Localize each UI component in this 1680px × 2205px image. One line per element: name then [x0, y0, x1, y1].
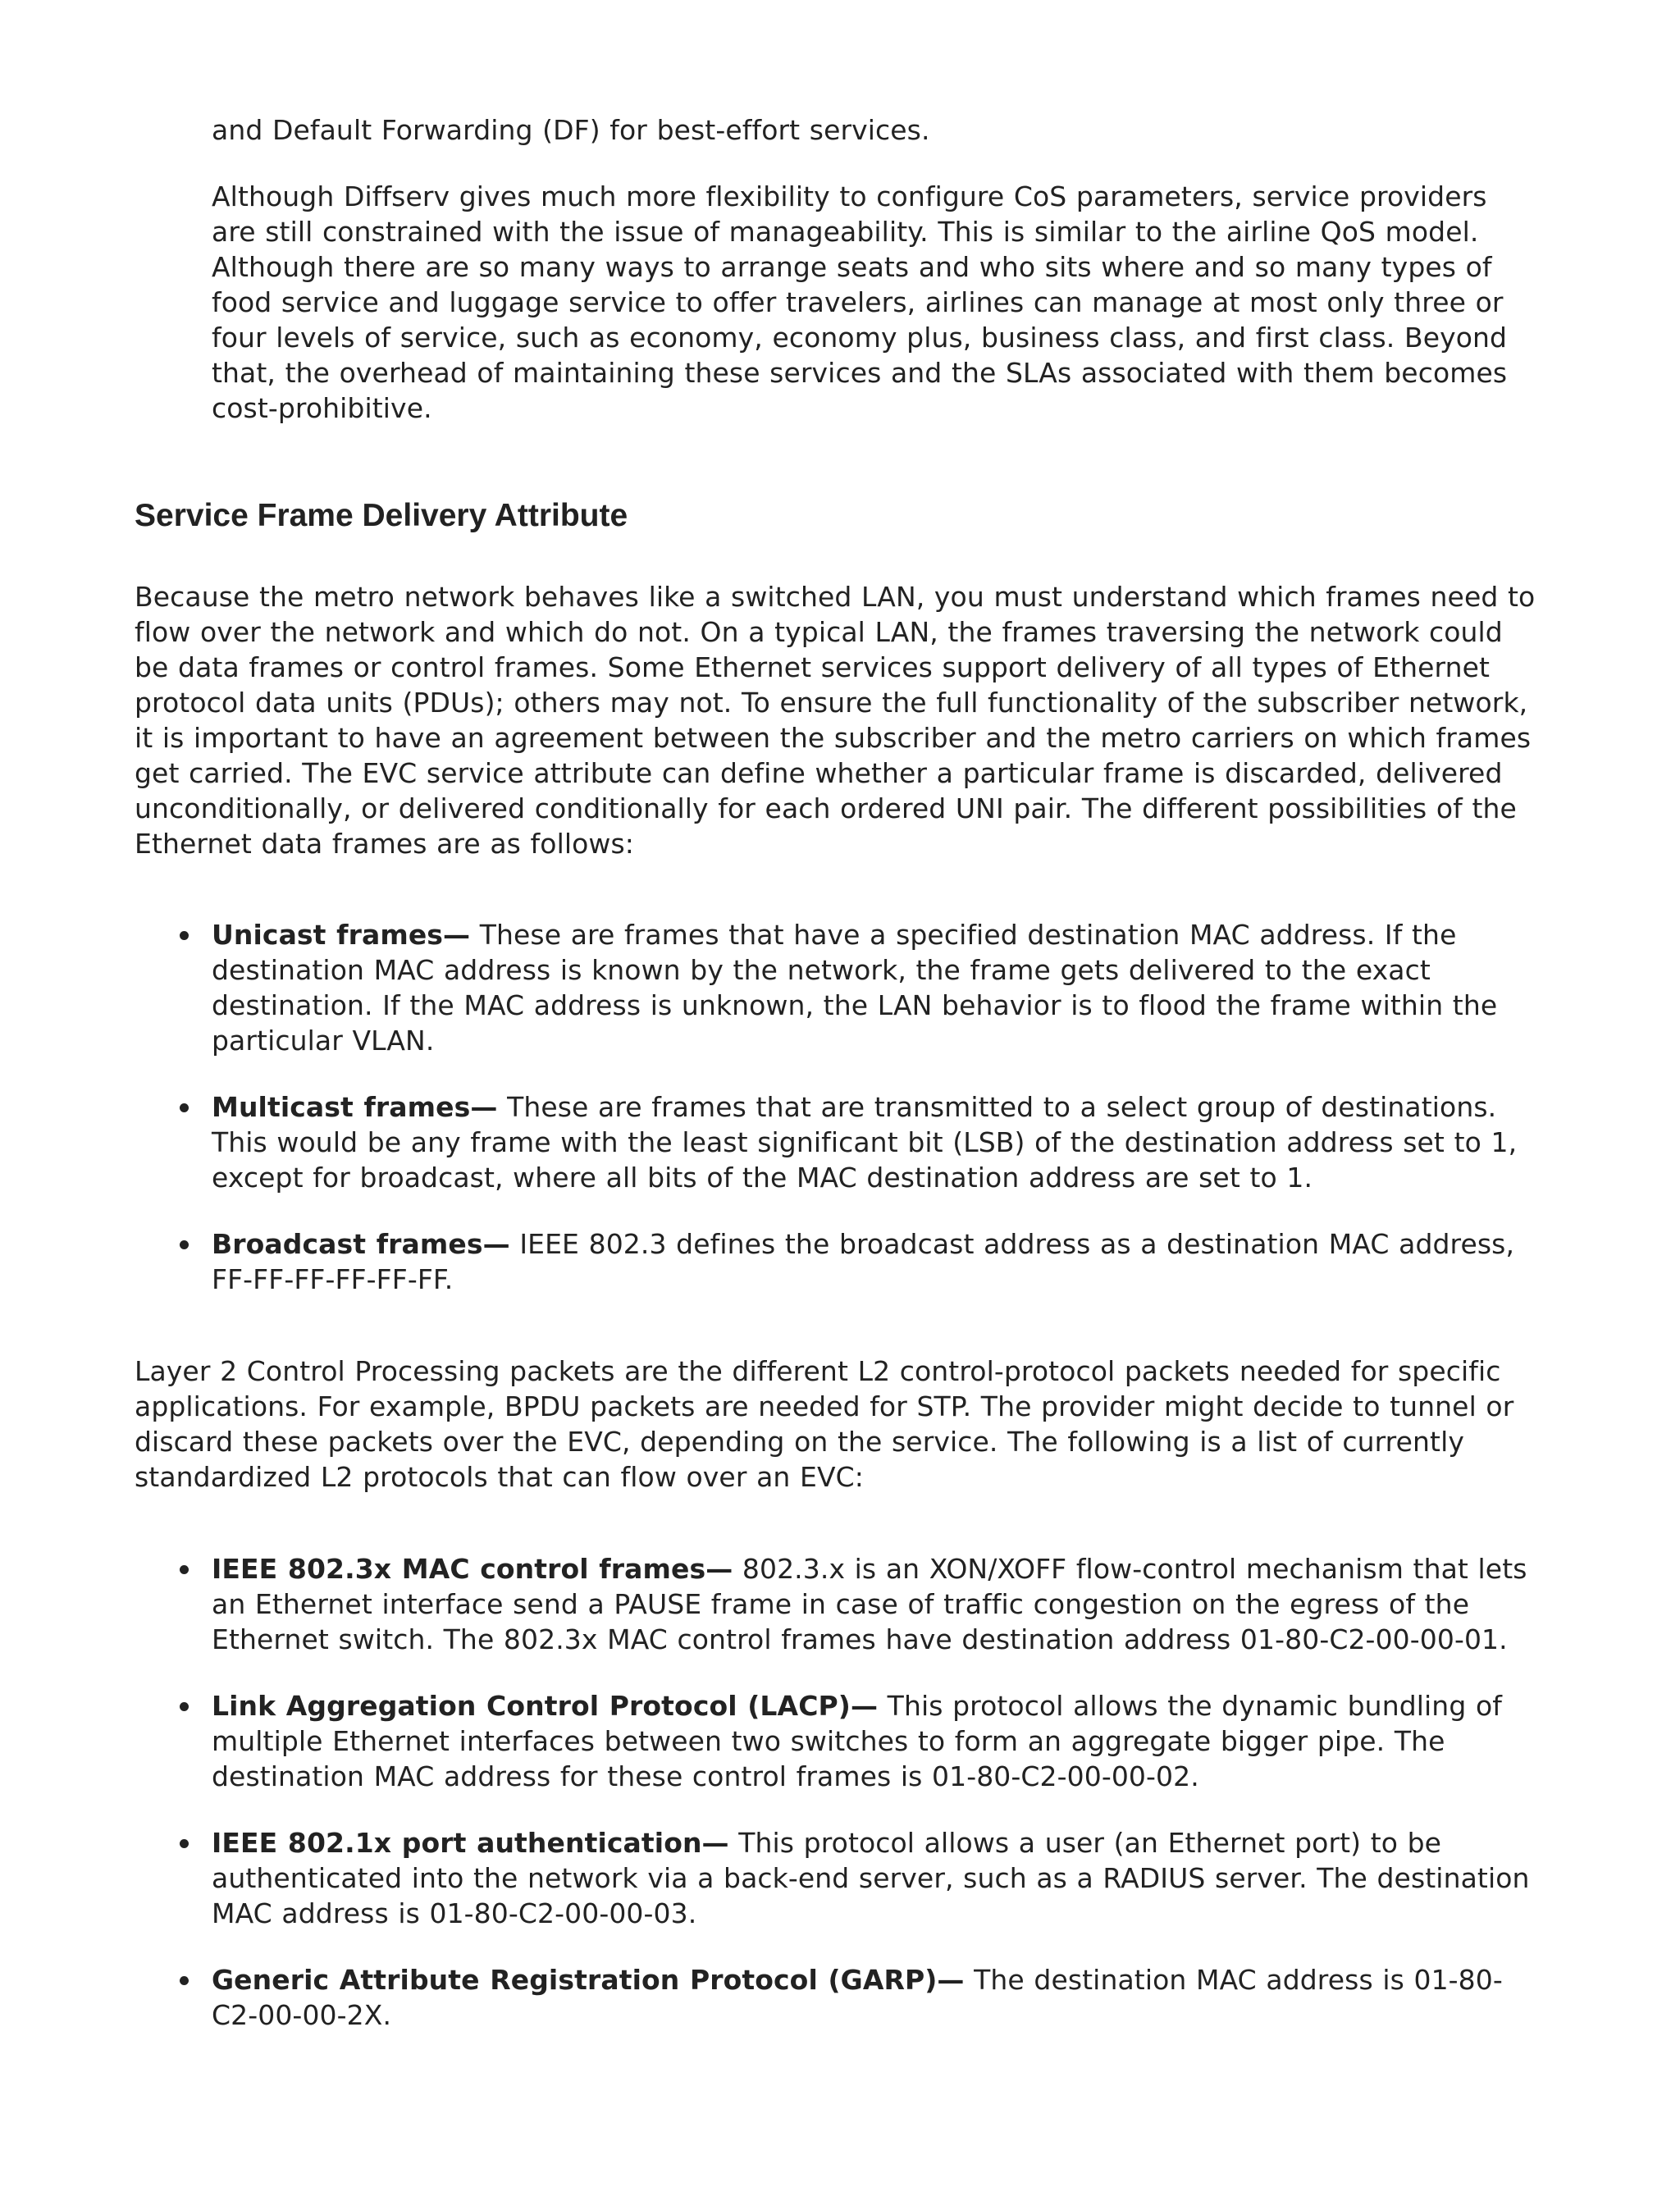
list-item — [212, 1962, 1545, 2033]
list-item-text: This protocol allows the dynamic bundling of multiple Ethernet interfaces between two switches to form an aggregate bigger pipe. The destination MAC address for these control frames is 01-80-C2-00-00-02. — [212, 1690, 1502, 1792]
list-item-text: The destination MAC address is 01-80-C2-00-00-2X. — [212, 1964, 1503, 2031]
intro-continuation-line: and Default Forwarding (DF) for best-effort services. — [212, 114, 930, 146]
list-item — [212, 1551, 1545, 1657]
list-item-term: Link Aggregation Control Protocol (LACP)— — [212, 1690, 879, 1722]
bullet-icon — [180, 1839, 189, 1848]
bullet-icon — [180, 1103, 189, 1112]
list-item-text: This protocol allows a user (an Ethernet port) to be authenticated into the network via a back-end server, such as a RADIUS server. The destination MAC address is 01-80-C2-00-00-03. — [212, 1827, 1530, 1929]
list-item — [212, 917, 1545, 1058]
section-paragraph-1: Because the metro network behaves like a switched LAN, you must understand which frames need to flow over the network and which do not. On a typical LAN, the frames traversing the network could be data frames or control frames. Some Ethernet services support delivery of all types of Ethernet protocol data units (PDUs); others may not. To ensure the full functionality of the subscriber network, it is important to have an agreement between the subscriber and the metro carriers on which frames get carried. The EVC service attribute can define whether a particular frame is discarded, delivered unconditionally, or delivered conditionally for each ordered UNI pair. The different possibilities of the Ethernet data frames are as follows: — [135, 581, 1536, 860]
list-item — [212, 1089, 1545, 1195]
list-item-text: IEEE 802.3 defines the broadcast address as a destination MAC address, FF-FF-FF-FF-FF-FF. — [212, 1228, 1515, 1295]
list-item-term: Multicast frames— — [212, 1091, 498, 1123]
list-item-text: 802.3.x is an XON/XOFF flow-control mechanism that lets an Ethernet interface send a PAUSE frame in case of traffic congestion on the egress of the Ethernet switch. The 802.3x MAC control frames have destination address 01-80-C2-00-00-01. — [212, 1553, 1527, 1655]
list-item-term: Broadcast frames— — [212, 1228, 510, 1260]
list-item-text: These are frames that have a specified destination MAC address. If the destination MAC address is known by the network, the frame gets delivered to the exact destination. If the MAC address is unknown, the LAN behavior is to flood the frame within the particular VLAN. — [212, 919, 1498, 1057]
protocols-list — [212, 1551, 1545, 2033]
list-item — [212, 1825, 1545, 1931]
list-item-term: IEEE 802.1x port authentication— — [212, 1827, 729, 1859]
section-heading: Service Frame Delivery Attribute — [135, 498, 628, 533]
bullet-icon — [180, 1240, 189, 1249]
list-item — [212, 1226, 1545, 1297]
bullet-icon — [180, 1702, 189, 1711]
bullet-icon — [180, 931, 189, 940]
list-item-text: These are frames that are transmitted to a select group of destinations. This would be any frame with the least significant bit (LSB) of the destination address set to 1, except for broadcast, where all bits of the MAC destination address are set to 1. — [212, 1091, 1518, 1194]
section-paragraph-2: Layer 2 Control Processing packets are the different L2 control-protocol packets needed for specific applications. For example, BPDU packets are needed for STP. The provider might decide to tunnel or discard these packets over the EVC, depending on the service. The following is a list of currently standardized L2 protocols that can flow over an EVC: — [135, 1355, 1514, 1493]
bullet-icon — [180, 1976, 189, 1985]
list-item-term: IEEE 802.3x MAC control frames— — [212, 1553, 733, 1585]
bullet-icon — [180, 1565, 189, 1574]
list-item-term: Unicast frames— — [212, 919, 471, 951]
intro-paragraph: Although Diffserv gives much more flexibility to configure CoS parameters, service providers are still constrained with the issue of manageability. This is similar to the airline QoS model. Although there are so many ways to arrange seats and who sits where and so many types of food service and luggage service to offer travelers, airlines can manage at most only three or four levels of service, such as economy, economy plus, business class, and first class. Beyond that, the overhead of maintaining these services and the SLAs associated with them becomes cost-prohibitive. — [212, 180, 1508, 424]
list-item — [212, 1688, 1545, 1794]
list-item-term: Generic Attribute Registration Protocol (GARP)— — [212, 1964, 965, 1996]
frame-types-list — [212, 917, 1545, 1297]
